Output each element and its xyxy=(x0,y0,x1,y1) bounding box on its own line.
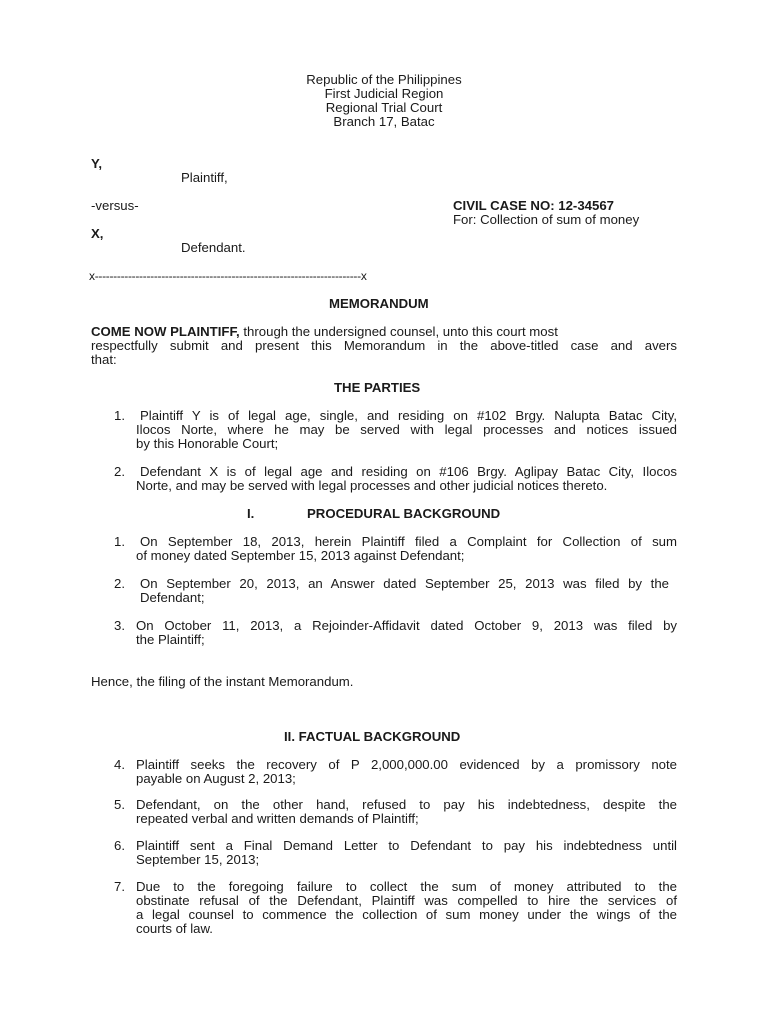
versus-label: -versus- xyxy=(91,198,139,213)
procedural-roman: I. xyxy=(247,506,255,521)
parties-heading: THE PARTIES xyxy=(334,380,421,395)
court-header xyxy=(0,73,768,129)
intro-line-1-rest: through the undersigned counsel, unto this court most xyxy=(239,324,558,339)
list-number: 5. xyxy=(114,797,125,812)
list-item-line: obstinate refusal of the Defendant, Plaintiff was compelled to hire the services of xyxy=(136,893,677,908)
list-item-line: September 15, 2013; xyxy=(136,852,260,867)
list-number: 1. xyxy=(114,534,125,549)
list-item xyxy=(136,798,677,826)
list-item-line: the Plaintiff; xyxy=(136,632,205,647)
intro-paragraph xyxy=(91,325,677,367)
list-number: 3. xyxy=(114,618,125,633)
list-item-line: Due to the foregoing failure to collect the sum of money attributed to the xyxy=(136,879,677,894)
plaintiff-label: Plaintiff, xyxy=(181,170,228,185)
intro-line-2: respectfully submit and present this Memorandum in the above-titled case and avers xyxy=(91,338,677,353)
list-item-line: a legal counsel to commence the collection of sum money under the wings of the xyxy=(136,907,677,922)
list-item xyxy=(136,880,677,936)
list-number: 6. xyxy=(114,838,125,853)
header-region: First Judicial Region xyxy=(324,86,444,101)
hence-paragraph: Hence, the filing of the instant Memorandum. xyxy=(91,674,354,689)
intro-lead: COME NOW PLAINTIFF, xyxy=(91,324,240,339)
list-item-line: Defendant X is of legal age and residing on #106 Brgy. Aglipay Batac City, Ilocos xyxy=(140,464,677,479)
list-item xyxy=(136,839,677,867)
list-item-line: Plaintiff Y is of legal age, single, and residing on #102 Brgy. Nalupta Batac City, xyxy=(140,408,677,423)
list-item-line: Plaintiff seeks the recovery of P 2,000,000.00 evidenced by a promissory note xyxy=(136,757,677,772)
list-item-line: Norte, and may be served with legal processes and other judicial notices thereto. xyxy=(136,478,608,493)
case-number: CIVIL CASE NO: 12-34567 xyxy=(453,198,614,213)
list-item-line: Plaintiff sent a Final Demand Letter to Defendant to pay his indebtedness until xyxy=(136,838,677,853)
intro-line-1 xyxy=(91,325,677,339)
list-number: 4. xyxy=(114,757,125,772)
list-item xyxy=(136,758,677,786)
list-item-line: of money dated September 15, 2013 against Defendant; xyxy=(136,548,465,563)
list-item-line: payable on August 2, 2013; xyxy=(136,771,296,786)
header-republic: Republic of the Philippines xyxy=(306,72,462,87)
plaintiff-name: Y, xyxy=(91,156,102,171)
list-number: 2. xyxy=(114,464,125,479)
list-item-line: Defendant; xyxy=(140,590,205,605)
list-number: 2. xyxy=(114,576,125,591)
list-number: 7. xyxy=(114,879,125,894)
procedural-heading: PROCEDURAL BACKGROUND xyxy=(307,506,501,521)
list-item xyxy=(136,465,677,493)
caption-separator: x------------------------------------------------------------------------x xyxy=(89,269,367,283)
list-item-line: On September 18, 2013, herein Plaintiff filed a Complaint for Collection of sum xyxy=(140,534,677,549)
list-item-line: On October 11, 2013, a Rejoinder-Affidavit dated October 9, 2013 was filed by xyxy=(136,618,677,633)
header-branch: Branch 17, Batac xyxy=(333,114,435,129)
list-number: 1. xyxy=(114,408,125,423)
list-item xyxy=(136,535,677,563)
list-item xyxy=(136,409,677,451)
intro-line-3: that: xyxy=(91,352,117,367)
defendant-label: Defendant. xyxy=(181,240,246,255)
header-court: Regional Trial Court xyxy=(325,100,443,115)
list-item-line: by this Honorable Court; xyxy=(136,436,279,451)
case-subject: For: Collection of sum of money xyxy=(453,212,640,227)
list-item-line: Ilocos Norte, where he may be served with legal processes and notices issued xyxy=(136,422,677,437)
list-item-line: On September 20, 2013, an Answer dated September 25, 2013 was filed by the xyxy=(140,576,669,591)
factual-heading: II. FACTUAL BACKGROUND xyxy=(284,729,461,744)
list-item xyxy=(140,577,669,605)
list-item xyxy=(136,619,677,647)
document-title: MEMORANDUM xyxy=(329,296,429,311)
list-item-line: repeated verbal and written demands of Plaintiff; xyxy=(136,811,419,826)
list-item-line: courts of law. xyxy=(136,921,213,936)
defendant-name: X, xyxy=(91,226,104,241)
list-item-line: Defendant, on the other hand, refused to pay his indebtedness, despite the xyxy=(136,797,677,812)
